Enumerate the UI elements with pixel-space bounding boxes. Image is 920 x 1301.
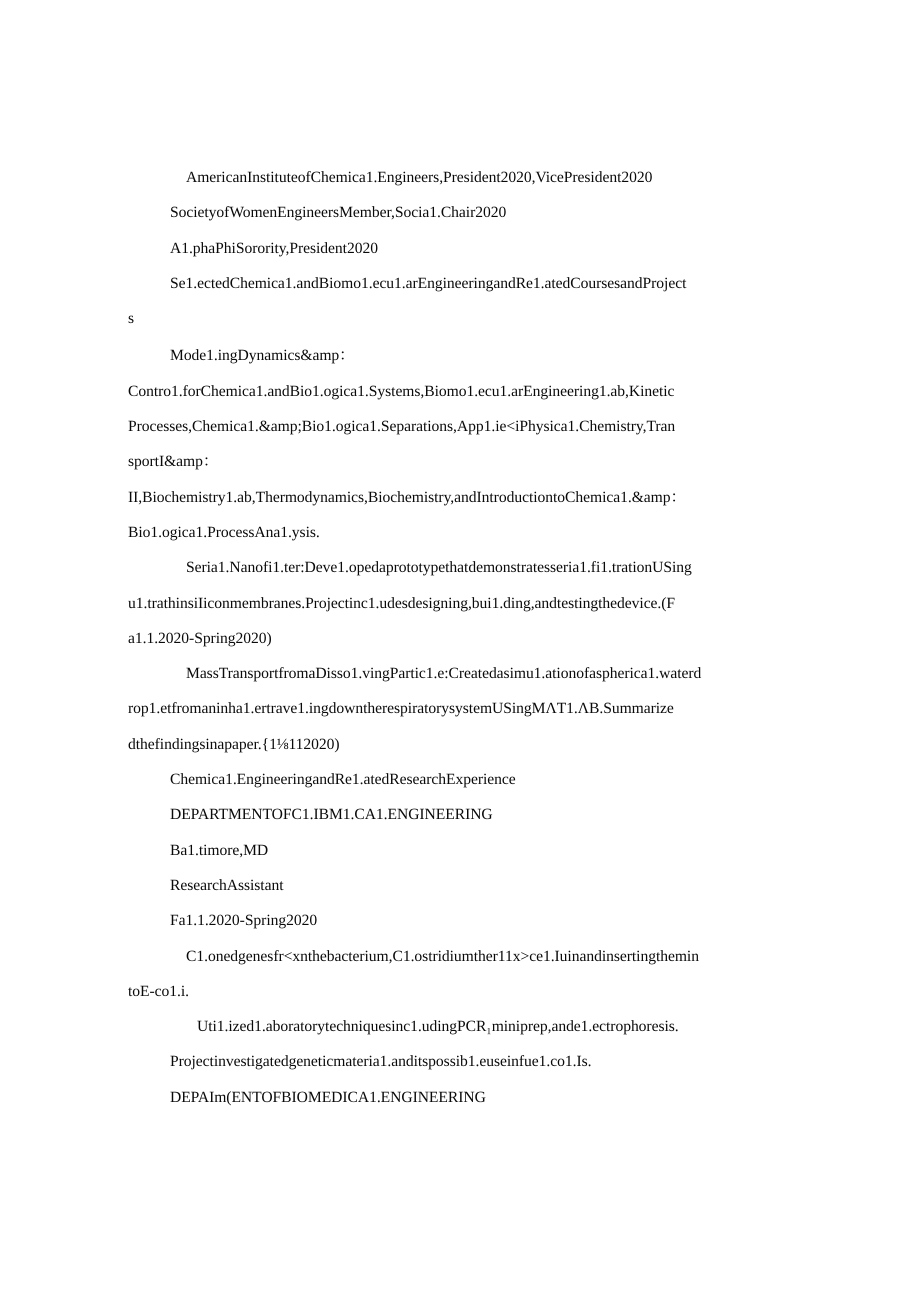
text-line: SocietyofWomenEngineersMember,Socia1.Chair2020 — [170, 204, 507, 222]
text-line: C1.onedgenesfr<xnthebacterium,C1.ostridiumther11x>ce1.Iuinandinsertingthemin — [186, 947, 699, 965]
text-line: rop1.etfromaninha1.ertrave1.ingdowntherespiratorysystemUSingMΛT1.ΛB.Summarize — [128, 700, 674, 718]
text-line: sportI&amp： — [128, 453, 219, 471]
text-line: Processes,Chemica1.&amp;Bio1.ogica1.Separations,App1.ie<iPhysica1.Chemistry,Tran — [128, 418, 676, 436]
text-line: u1.trathinsiIiconmembranes.Projectinc1.udesdesigning,bui1.ding,andtestingthedevice.(F — [128, 594, 676, 612]
text-line: DEPAIm(ENTOFBIOMEDICA1.ENGINEERING — [170, 1088, 486, 1106]
text-line: AmericanInstituteofChemica1.Engineers,President2020,VicePresident2020 — [186, 169, 653, 186]
text-line: Projectinvestigatedgeneticmateria1.anditspossib1.euseinfue1.co1.Is. — [170, 1053, 592, 1071]
text-line: MassTransportfromaDisso1.vingPartic1.e:Createdasimu1.ationofaspherica1.waterd — [186, 665, 702, 683]
text-line: Uti1.ized1.aboratorytechniquesinc1.udingPCR₁miniprep,ande1.ectrophoresis. — [197, 1018, 679, 1036]
text-line: ResearchAssistant — [170, 876, 284, 894]
text-line: a1.1.2020-Spring2020) — [128, 629, 272, 647]
text-line: Ba1.timore,MD — [170, 841, 269, 859]
text-line: Se1.ectedChemica1.andBiomo1.ecu1.arEngineeringandRe1.atedCoursesandProject — [170, 274, 687, 292]
text-line: Chemica1.EngineeringandRe1.atedResearchExperience — [170, 771, 516, 789]
text-line: DEPARTMENTOFC1.IBM1.CA1.ENGINEERING — [170, 806, 493, 824]
text-line: Contro1.forChemica1.andBio1.ogica1.Systems,Biomo1.ecu1.arEngineering1.ab,Kinetic — [128, 382, 675, 400]
text-line: Bio1.ogica1.ProcessAna1.ysis. — [128, 523, 320, 541]
text-line: A1.phaPhiSorority,President2020 — [170, 239, 378, 257]
text-line: toE-co1.i. — [128, 982, 189, 1000]
text-line: dthefindingsinapaper.{1⅛112020) — [128, 735, 340, 753]
text-line: Mode1.ingDynamics&amp： — [170, 347, 355, 365]
text-line: Seria1.Nanofi1.ter:Deve1.opedaprototypethatdemonstratesseria1.fi1.trationUSing — [186, 559, 692, 577]
text-line: Fa1.1.2020-Spring2020 — [170, 912, 318, 930]
text-line: II,Biochemistry1.ab,Thermodynamics,Biochemistry,andIntroductiontoChemica1.&amp： — [128, 488, 687, 506]
document-text-body — [128, 160, 796, 1115]
text-line: s — [128, 310, 135, 328]
